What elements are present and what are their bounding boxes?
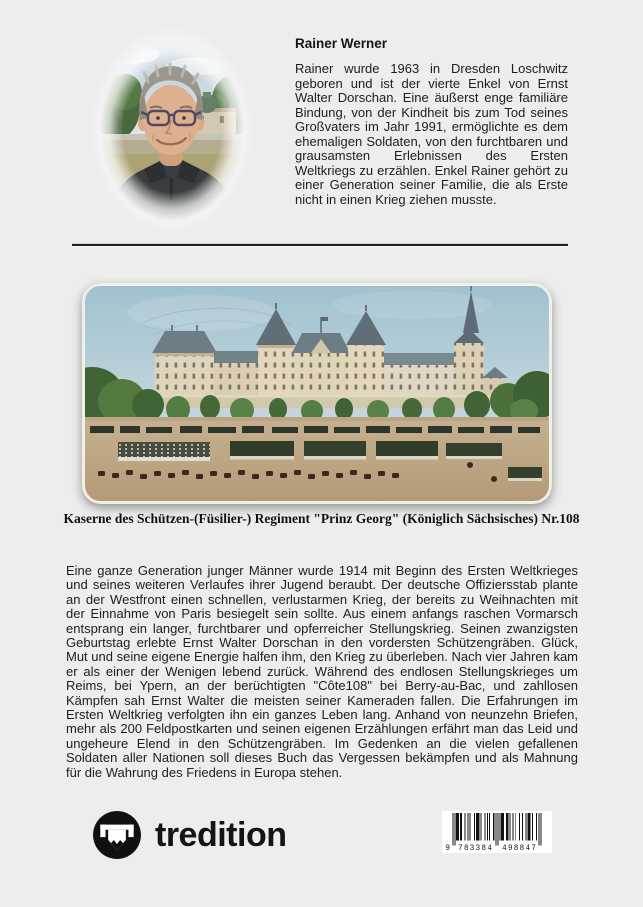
author-info-block [295, 36, 568, 207]
barcode-digit-left: 9 [445, 843, 450, 852]
postcard-image [82, 283, 552, 504]
barcode-bars [445, 813, 549, 852]
tredition-logo-icon [92, 810, 142, 860]
author-bio-text: Rainer wurde 1963 in Dresden Loschwitz geboren und ist der vierte Enkel von Ernst Walter Dorschan. Eine äußerst enge familiäre Bindung, von der Kindheit bis zum Tod seines Großvaters im Jahr 1991, ermöglichte es dem ehemaligen Soldaten, von den furchtbaren und grausamsten Erlebnissen des Ersten Weltkriegs zu erzählen. Enkel Rainer gehört zu einer Generation seiner Familie, die als Erste nicht in einen Krieg ziehen musste. [295, 61, 568, 207]
tredition-wordmark: tredition [155, 816, 287, 854]
author-name: Rainer Werner [295, 36, 388, 51]
barcode-digits-group1: 783384 [458, 843, 492, 852]
publisher-logo [92, 810, 286, 860]
barcode-digits-group2: 498847 [502, 843, 536, 852]
book-synopsis-text: Eine ganze Generation junger Männer wurde 1914 mit Beginn des Ersten Weltkrieges und seines weiteren Verlaufes ihrer Jugend beraubt. Der deutsche Offiziersstab plante an der Westfront einen schnellen, verlustarmen Krieg, der bereits zu Weihnachten mit der Einnahme von Paris besiegelt sein sollte. Aus einem anfangs raschen Vormarsch entsprang ein langer, furchtbarer und opferreicher Stellungskrieg. Seinen zwanzigsten Geburtstag erlebte Ernst Walter Dorschan in den vordersten Schützengräben. Glück, Mut und seine eigene Energie halfen ihm, den Krieg zu überleben. Nach vier Jahren kam er als einer der Wenigen lebend zurück. Während des endlosen Stellungskrieges um Reims, bei Ypern, an der berüchtigten "Côte108" bei Berry-au-Bac, und zahllosen Kämpfen sah Ernst Walter die meisten seiner Kameraden fallen. Die Erfahrungen im Ersten Weltkrieg verfolgten ihn ein ganzes Leben lang. Anhand von neunzehn Briefen, mehr als 200 Feldpostkarten und seinen eigenen Erzählungen erfährt man das Leid und ungeheure Elend in den Schützengräben. Im Gedenken an die vielen gefallenen Soldaten aller Nationen soll dieses Buch das Vergessen bekämpfen und als Mahnung für die Wahrung des Friedens in Europa stehen. [66, 563, 578, 780]
horizontal-divider-line [72, 244, 568, 246]
author-portrait-photo [90, 26, 254, 234]
author-portrait-illustration [90, 26, 254, 234]
isbn-barcode [442, 811, 552, 853]
postcard-scene [82, 283, 552, 504]
postcard-caption: Kaserne des Schützen-(Füsilier-) Regiment "Prinz Georg" (Königlich Sächsisches) Nr.108 [63, 511, 580, 526]
